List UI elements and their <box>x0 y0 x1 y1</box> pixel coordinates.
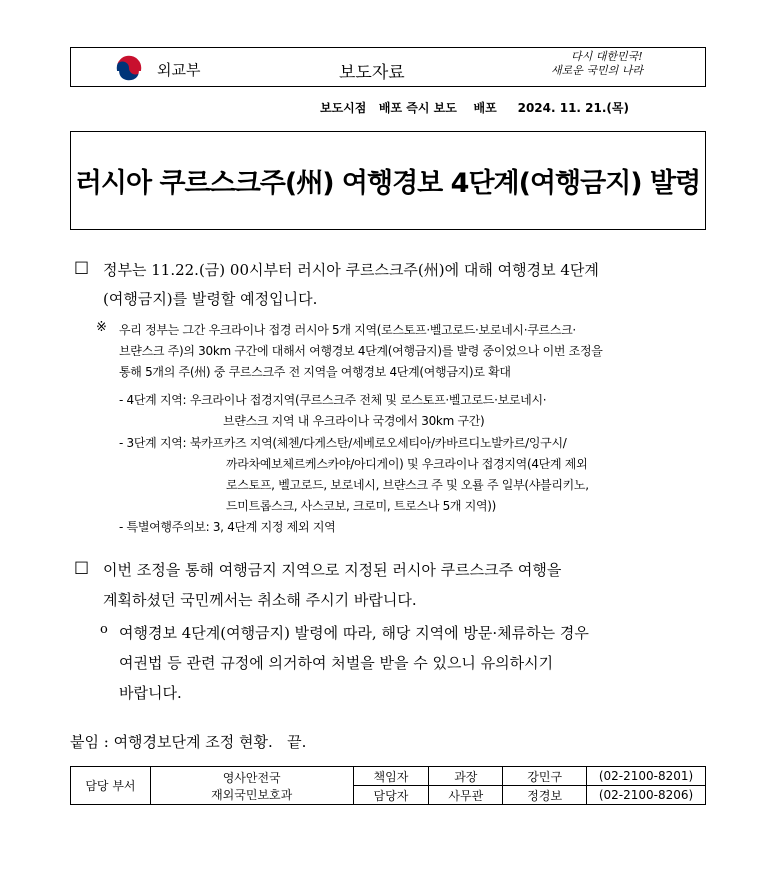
contact-name: 강민구 <box>503 767 587 786</box>
contact-table <box>70 766 706 805</box>
taegeuk-logo-icon <box>115 54 143 82</box>
note-line2: 브랸스크 주)의 30km 구간에 대해서 여행경보 4단계(여행금지)를 발령 중이었으나 이번 조정을 <box>119 344 603 358</box>
bullet-marker: □ <box>74 257 90 276</box>
release-info: 보도시점 배포 즉시 보도 배포 2024. 11. 21.(목) <box>320 101 629 115</box>
bullet2-line2: 계획하셨던 국민께서는 취소해 주시기 바랍니다. <box>103 591 417 609</box>
special-advisory-line: - 특별여행주의보: 3, 4단계 지정 제외 지역 <box>119 520 336 534</box>
level3-region-line4: 드미트롭스크, 사스코보, 크로미, 트로스나 5개 지역)) <box>226 499 497 513</box>
level3-region-line3: 로스토프, 벨고로드, 보로네시, 브랸스크 주 및 오룔 주 일부(샤블리키노, <box>226 478 589 492</box>
header-box <box>70 47 706 87</box>
contact-title: 과장 <box>429 767 503 786</box>
page-title: 러시아 쿠르스크주(州) 여행경보 4단계(여행금지) 발령 <box>75 168 701 199</box>
note-marker: ※ <box>96 320 107 335</box>
level4-region-line1: - 4단계 지역: 우크라이나 접경지역(쿠르스크주 전체 및 로스토프·벨고로드·보로네시· <box>119 393 547 407</box>
slogan-line2: 새로운 국민의 나라 <box>551 64 644 77</box>
dept-name-line1: 영사안전국 <box>222 770 281 785</box>
slogan-line1: 다시 대한민국! <box>571 50 643 63</box>
circle-item-line3: 바랍니다. <box>119 684 182 702</box>
dept-name <box>150 767 353 805</box>
circle-item-line1: 여행경보 4단계(여행금지) 발령에 따라, 해당 지역에 방문·체류하는 경우 <box>119 624 589 642</box>
slogan <box>551 50 661 78</box>
contact-title: 사무관 <box>429 786 503 805</box>
table-row <box>71 767 706 786</box>
contact-role: 담당자 <box>353 786 429 805</box>
press-release-label: 보도자료 <box>339 63 405 83</box>
note-line3: 통해 5개의 주(州) 중 쿠르스크주 전 지역을 여행경보 4단계(여행금지)로 확대 <box>119 365 511 379</box>
attachment-note: 붙임 : 여행경보단계 조정 현황. 끝. <box>70 733 307 751</box>
ministry-name: 외교부 <box>157 61 201 79</box>
contact-name: 정경보 <box>503 786 587 805</box>
dept-label: 담당 부서 <box>71 767 151 805</box>
contact-role: 책임자 <box>353 767 429 786</box>
level3-region-line2: 까라차예보체르케스카야/아디게이) 및 우크라이나 접경지역(4단계 제외 <box>226 457 588 471</box>
contact-phone: (02-2100-8206) <box>587 786 706 805</box>
circle-item-line2: 여권법 등 관련 규정에 의거하여 처벌을 받을 수 있으니 유의하시기 <box>119 654 554 672</box>
bullet1-line2: (여행금지)를 발령할 예정입니다. <box>103 290 318 308</box>
dept-name-line2: 재외국민보호과 <box>211 787 293 802</box>
level3-region-line1: - 3단계 지역: 북카프카즈 지역(체첸/다게스탄/세베로오세티아/카바르디노발카르/잉구시/ <box>119 436 567 450</box>
bullet-marker: □ <box>74 557 90 576</box>
circle-marker: o <box>100 622 108 637</box>
contact-phone: (02-2100-8201) <box>587 767 706 786</box>
title-box <box>70 131 706 230</box>
bullet2-line1: 이번 조정을 통해 여행금지 지역으로 지정된 러시아 쿠르스크주 여행을 <box>103 561 562 579</box>
level4-region-line2: 브랸스크 지역 내 우크라이나 국경에서 30km 구간) <box>223 414 485 428</box>
note-line1: 우리 정부는 그간 우크라이나 접경 러시아 5개 지역(로스토프·벨고로드·보로네시·쿠르스크· <box>119 323 576 337</box>
bullet1-line1: 정부는 11.22.(금) 00시부터 러시아 쿠르스크주(州)에 대해 여행경보 4단계 <box>103 261 599 279</box>
